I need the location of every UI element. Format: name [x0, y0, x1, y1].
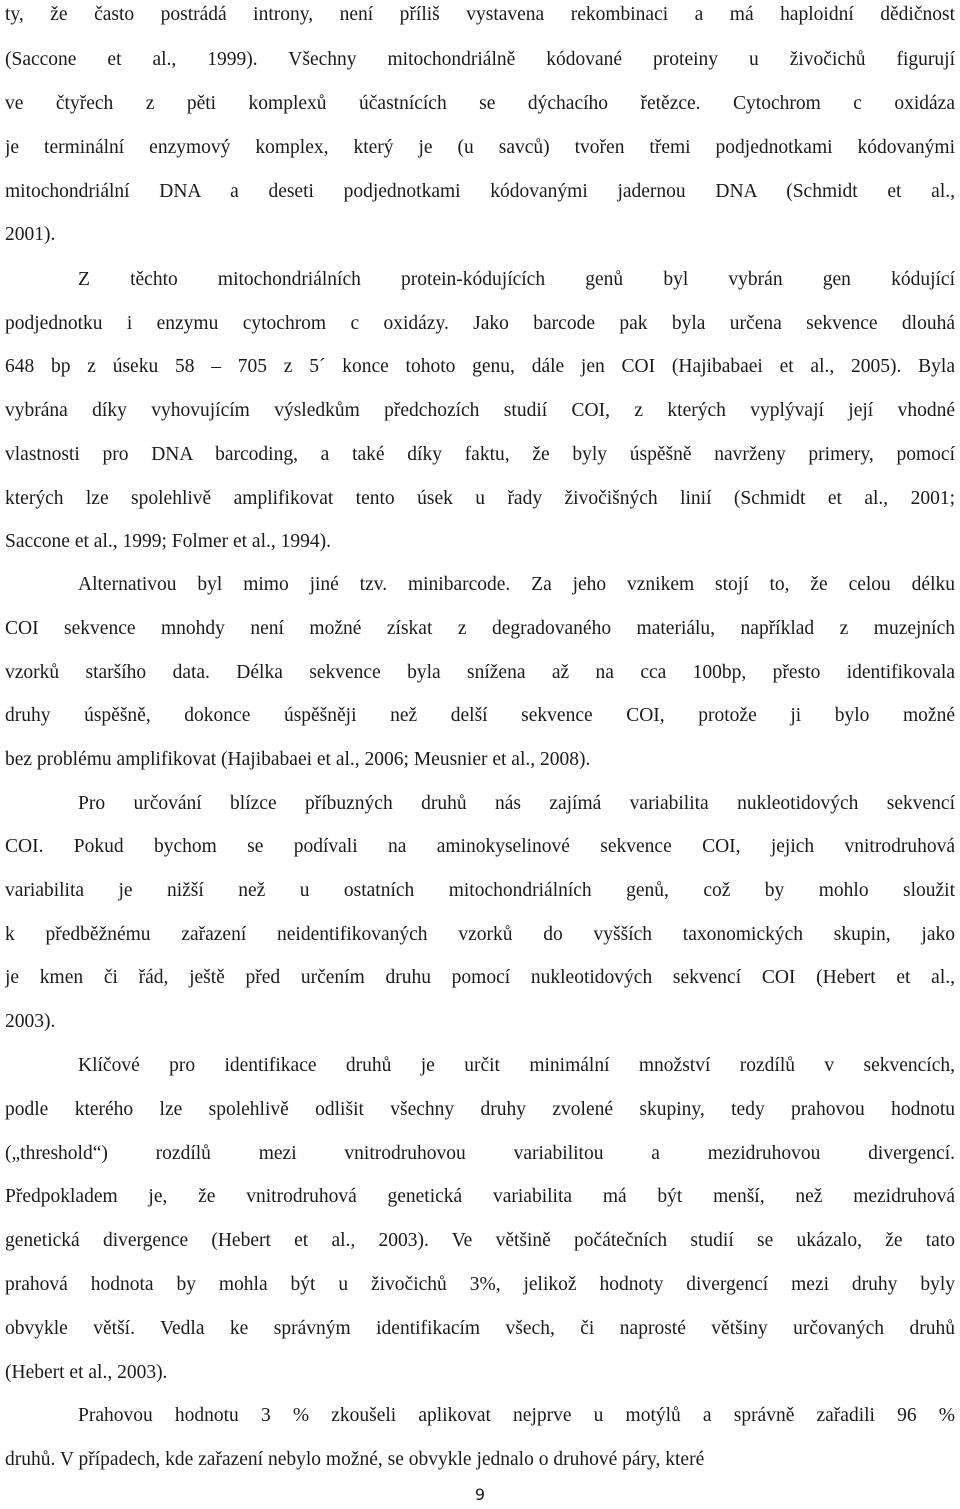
- text-line: vybrána díky vyhovujícím výsledkům předchozích studií COI, z kterých vyplývají její vhodné: [5, 400, 955, 421]
- text-line: („threshold“) rozdílů mezi vnitrodruhovou variabilitou a mezidruhovou divergencí.: [5, 1143, 955, 1164]
- text-line: druhů. V případech, kde zařazení nebylo možné, se obvykle jednalo o druhové páry, které: [5, 1449, 705, 1470]
- text-line: Pro určování blízce příbuzných druhů nás zajímá variabilita nukleotidových sekvencí: [78, 793, 955, 814]
- text-line: Saccone et al., 1999; Folmer et al., 1994).: [5, 531, 331, 552]
- text-line: ty, že často postrádá introny, není příliš vystavena rekombinaci a má haploidní dědičnost: [5, 4, 955, 25]
- text-line: obvykle větší. Vedla ke správným identifikacím všech, či naprosté většiny určovaných druhů: [5, 1318, 955, 1339]
- text-line: mitochondriální DNA a deseti podjednotkami kódovanými jadernou DNA (Schmidt et al.,: [5, 181, 955, 202]
- text-line: vlastnosti pro DNA barcoding, a také díky faktu, že byly úspěšně navrženy primery, pomocí: [5, 444, 955, 465]
- text-line: Alternativou byl mimo jiné tzv. minibarcode. Za jeho vznikem stojí to, že celou délku: [78, 574, 955, 595]
- text-line: prahová hodnota by mohla být u živočichů 3%, jelikož hodnoty divergencí mezi druhy byly: [5, 1274, 955, 1295]
- text-line: 648 bp z úseku 58 – 705 z 5´ konce tohoto genu, dále jen COI (Hajibabaei et al., 2005). Byla: [5, 356, 955, 377]
- text-line: variabilita je nižší než u ostatních mitochondriálních genů, což by mohlo sloužit: [5, 880, 955, 901]
- text-line: je kmen či řád, ještě před určením druhu pomocí nukleotidových sekvencí COI (Hebert et al.,: [5, 967, 955, 988]
- text-line: kterých lze spolehlivě amplifikovat tento úsek u řady živočišných linií (Schmidt et al., 2001;: [5, 488, 955, 509]
- text-line: COI. Pokud bychom se podívali na aminokyselinové sekvence COI, jejich vnitrodruhová: [5, 836, 955, 857]
- text-line: k předběžnému zařazení neidentifikovaných vzorků do vyšších taxonomických skupin, jako: [5, 924, 955, 945]
- text-line: Klíčové pro identifikace druhů je určit minimální množství rozdílů v sekvencích,: [78, 1055, 955, 1076]
- text-line: COI sekvence mnohdy není možné získat z degradovaného materiálu, například z muzejních: [5, 618, 955, 639]
- text-line: (Saccone et al., 1999). Všechny mitochondriálně kódované proteiny u živočichů figurují: [5, 49, 955, 70]
- text-line: 2003).: [5, 1011, 56, 1032]
- text-line: (Hebert et al., 2003).: [5, 1362, 168, 1383]
- text-line: Z těchto mitochondriálních protein-kódujících genů byl vybrán gen kódující: [78, 269, 955, 290]
- text-line: Prahovou hodnotu 3 % zkoušeli aplikovat nejprve u motýlů a správně zařadili 96 %: [78, 1405, 955, 1426]
- text-line: je terminální enzymový komplex, který je (u savců) tvořen třemi podjednotkami kódovanými: [5, 137, 955, 158]
- text-line: vzorků staršího data. Délka sekvence byla snížena až na cca 100bp, přesto identifikovala: [5, 662, 955, 683]
- text-line: druhy úspěšně, dokonce úspěšněji než delší sekvence COI, protože ji bylo možné: [5, 705, 955, 726]
- text-line: podjednotku i enzymu cytochrom c oxidázy. Jako barcode pak byla určena sekvence dlouhá: [5, 313, 955, 334]
- text-line: podle kterého lze spolehlivě odlišit všechny druhy zvolené skupiny, tedy prahovou hodnotu: [5, 1099, 955, 1120]
- text-line: genetická divergence (Hebert et al., 2003). Ve většině počátečních studií se ukázalo, že tato: [5, 1230, 955, 1251]
- text-line: Předpokladem je, že vnitrodruhová genetická variabilita má být menší, než mezidruhová: [5, 1186, 955, 1207]
- page-number: 9: [474, 1485, 486, 1504]
- text-line: ve čtyřech z pěti komplexů účastnících se dýchacího řetězce. Cytochrom c oxidáza: [5, 93, 955, 114]
- text-line: 2001).: [5, 224, 56, 245]
- text-line: bez problému amplifikovat (Hajibabaei et al., 2006; Meusnier et al., 2008).: [5, 749, 591, 770]
